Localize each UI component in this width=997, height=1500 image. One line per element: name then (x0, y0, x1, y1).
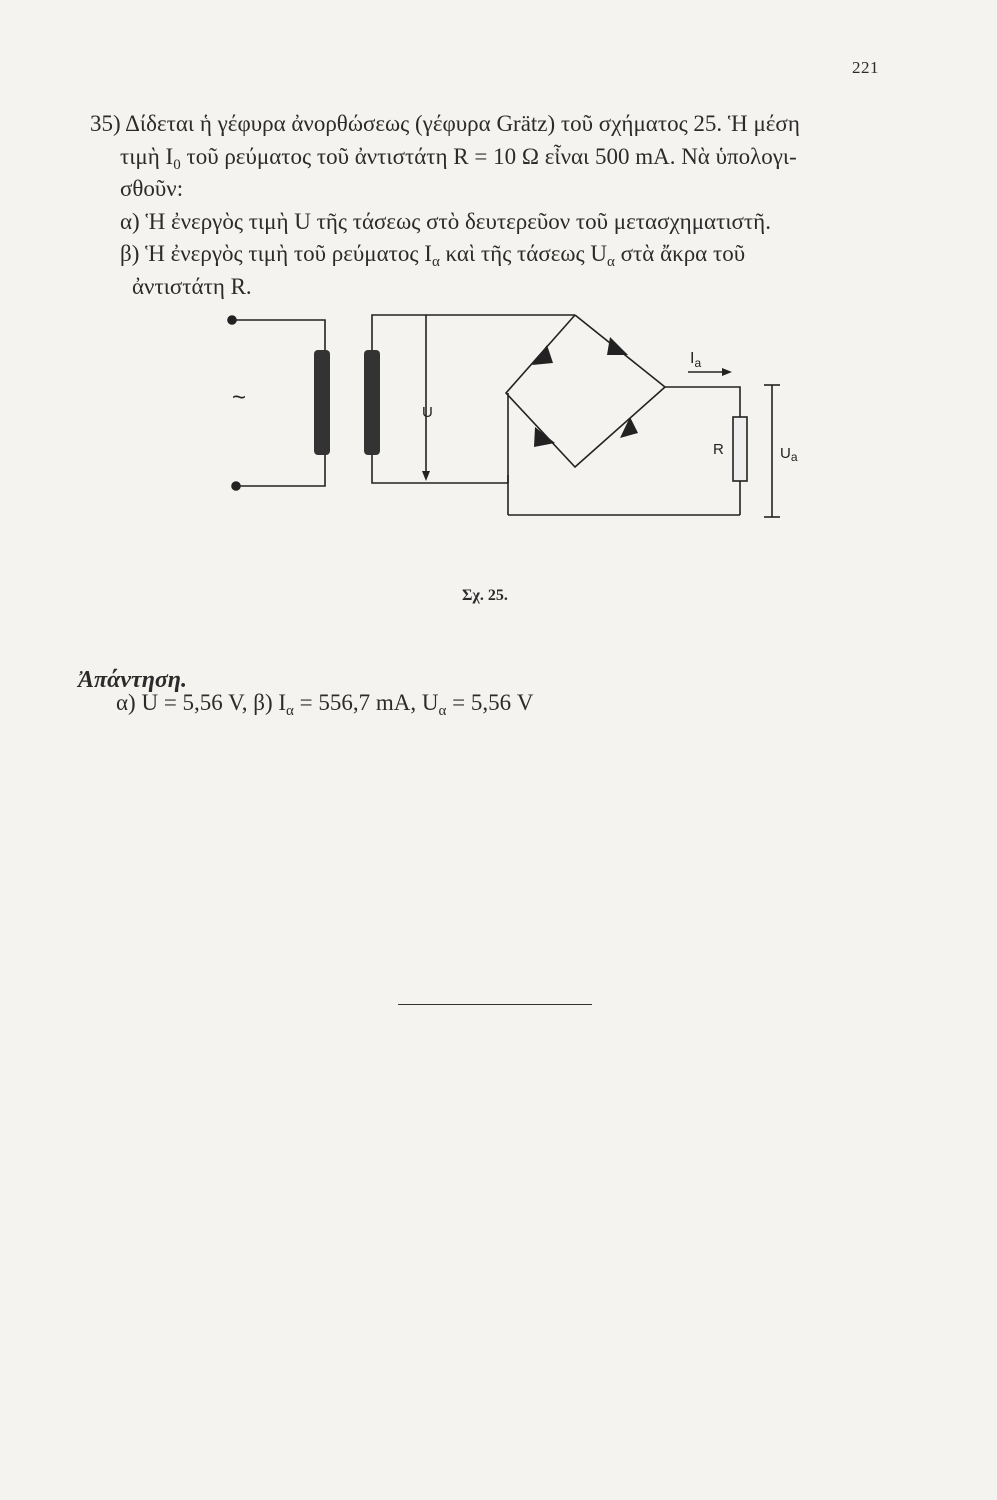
output-wire (665, 387, 740, 417)
subscript: α (438, 703, 447, 719)
problem-item-b-continuation: ἀντιστάτη R. (132, 273, 252, 299)
secondary-wire-bottom (372, 455, 508, 483)
answer-text: α) U = 5,56 V, β) $I_\alpha = 556,7$ mA, $U_\alpha = 5,56$ V (116, 690, 534, 719)
subscript: α (286, 703, 294, 719)
page-number: 221 (852, 58, 879, 77)
subscript: 0 (173, 156, 181, 173)
label-U: U (422, 404, 433, 421)
primary-wire-bottom (236, 455, 325, 486)
secondary-wire-top (372, 315, 575, 350)
figure-caption: Σχ. 25. (462, 587, 508, 604)
circuit-diagram (210, 305, 810, 545)
resistor-R (733, 417, 747, 481)
problem-item-b: β) Ἡ ἐνεργὸς τιμὴ τοῦ ρεύματος $I_\alpha$ καὶ τῆς τάσεως $U_\alpha$ στὰ ἄκρα τοῦ (120, 241, 746, 270)
problem-statement (90, 108, 910, 303)
ac-symbol: ~ (232, 384, 247, 411)
label-Ua: $U_a$ (780, 445, 798, 464)
diode-2 (607, 337, 628, 355)
transformer-secondary-coil (364, 350, 380, 455)
problem-line-1: 35) Δίδεται ἡ γέφυρα ἀνορθώσεως (γέφυρα Grätz) τοῦ σχήματος 25. Ἡ μέση (90, 111, 800, 136)
diode-1 (532, 345, 553, 365)
primary-wire-top (232, 320, 325, 350)
answer-title: Ἀπάντηση. (78, 667, 187, 693)
subscript: α (607, 254, 615, 270)
label-Ia: $I_a$ (690, 350, 702, 370)
transformer-primary-coil (314, 350, 330, 455)
subscript: α (431, 254, 440, 270)
diode-4 (620, 417, 638, 438)
problem-line-2: τιμὴ $I_0$ τοῦ ρεύματος τοῦ ἀντιστάτη R = 10 Ω εἶναι 500 mA. Νὰ ὑπολογι- (120, 143, 797, 173)
bridge-diamond (506, 315, 665, 467)
problem-item-a: α) Ἡ ἐνεργὸς τιμὴ U τῆς τάσεως στὸ δευτερεῦον τοῦ μετασχηματιστῆ. (120, 208, 771, 234)
label-R: R (713, 441, 724, 458)
problem-line-3: σθοῦν: (120, 176, 184, 201)
section-divider (398, 1004, 592, 1005)
bridge-rectifier-figure (210, 305, 810, 545)
diode-3 (534, 427, 555, 447)
